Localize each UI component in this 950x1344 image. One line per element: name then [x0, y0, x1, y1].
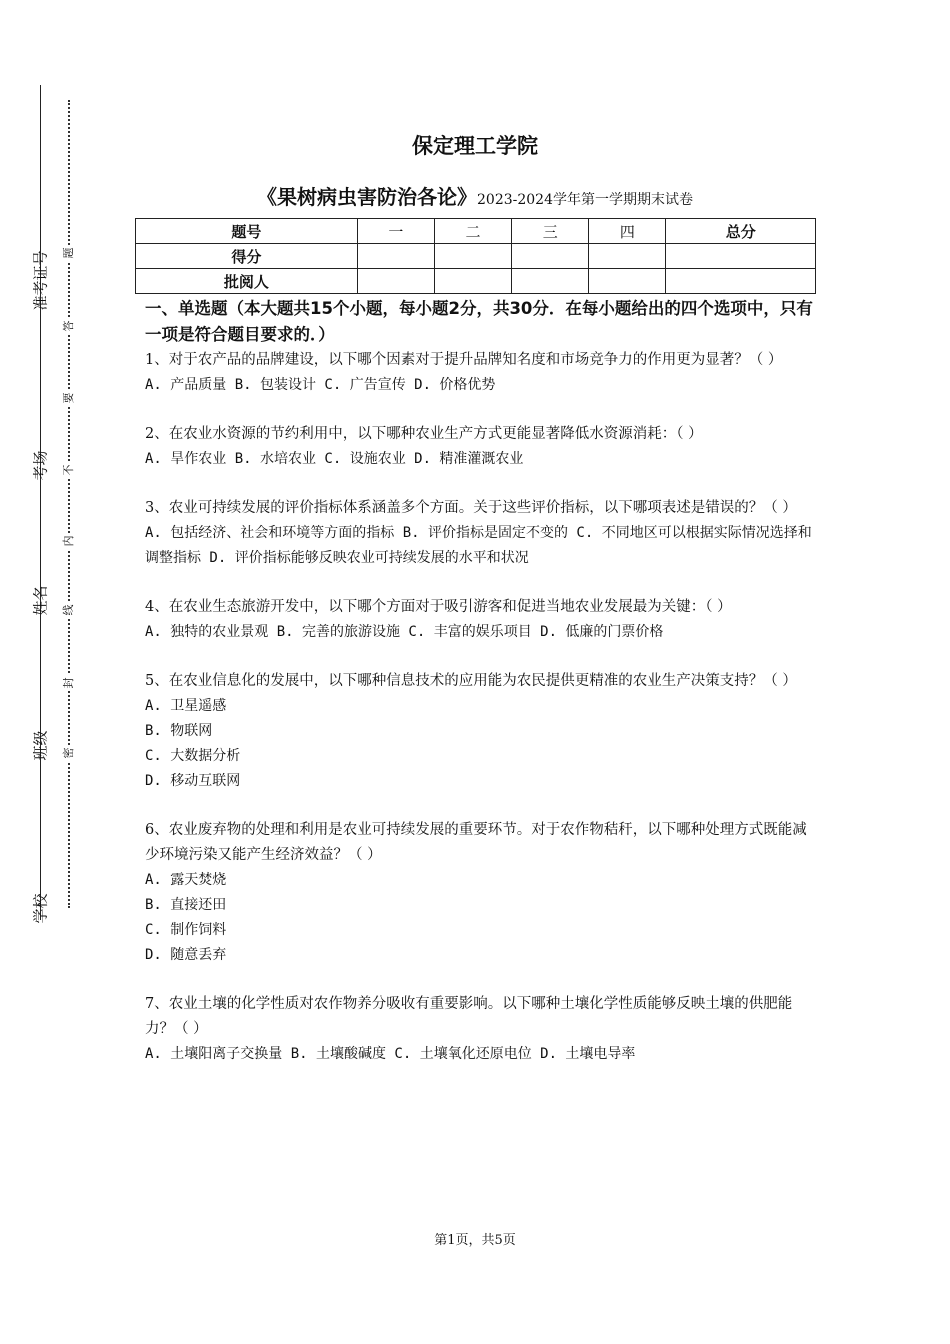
question-options: A. 独特的农业景观 B. 完善的旅游设施 C. 丰富的娱乐项目 D. 低廉的门票价格	[145, 624, 664, 640]
score-cell	[589, 244, 666, 269]
question-stem: 1、对于农产品的品牌建设，以下哪个因素对于提升品牌知名度和市场竞争力的作用更为显著？（ ）	[145, 352, 783, 368]
question-stem: 5、在农业信息化的发展中，以下哪种信息技术的应用能为农民提供更精准的农业生产决策支持？（ ）	[145, 673, 797, 689]
question-stem: 4、在农业生态旅游开发中，以下哪个方面对于吸引游客和促进当地农业发展最为关键：（ ）	[145, 599, 732, 615]
option-b: B. 物联网	[145, 723, 213, 739]
score-table-header-row	[136, 219, 816, 244]
table-header-cell: 题号	[136, 219, 358, 244]
seal-char: 要	[60, 390, 76, 406]
question-options: A. 旱作农业 B. 水培农业 C. 设施农业 D. 精准灌溉农业	[145, 451, 524, 467]
question-7	[145, 992, 813, 1067]
school-title: 保定理工学院	[412, 134, 538, 158]
binding-line	[40, 85, 41, 920]
question-6	[145, 818, 813, 968]
exam-content	[145, 296, 813, 1067]
question-stem: 7、农业土壤的化学性质对农作物养分吸收有重要影响。以下哪种土壤化学性质能够反映土壤的供肥能力？（ ）	[145, 996, 793, 1037]
option-b: B. 直接还田	[145, 897, 227, 913]
page-footer: 第1页，共5页	[434, 1233, 516, 1248]
score-table	[135, 218, 816, 294]
reviewer-row	[136, 269, 816, 294]
table-header-cell: 总分	[666, 219, 816, 244]
question-options: A. 包括经济、社会和环境等方面的指标 B. 评价指标是固定不变的 C. 不同地区可以根据实际情况选择和调整指标 D. 评价指标能够反映农业可持续发展的水平和状况	[145, 525, 812, 566]
question-stem: 3、农业可持续发展的评价指标体系涵盖多个方面。关于这些评价指标，以下哪项表述是错误的？（ ）	[145, 500, 797, 516]
option-d: D. 随意丢弃	[145, 947, 227, 963]
question-1	[145, 348, 813, 398]
seal-char: 题	[60, 245, 76, 261]
row-label: 批阅人	[136, 269, 358, 294]
name-label: 姓名	[31, 585, 50, 616]
school-label: 学校	[31, 893, 50, 924]
row-label: 得分	[136, 244, 358, 269]
question-4	[145, 595, 813, 645]
term-label: 2023-2024学年第一学期期末试卷	[477, 192, 693, 208]
option-d: D. 移动互联网	[145, 773, 241, 789]
reviewer-cell	[589, 269, 666, 294]
exam-id-label: 准考证号	[31, 250, 50, 311]
question-stem: 2、在农业水资源的节约利用中，以下哪种农业生产方式更能显著降低水资源消耗：（ ）	[145, 426, 703, 442]
seal-char: 线	[60, 602, 76, 618]
score-cell	[434, 244, 511, 269]
section-heading: 一、单选题（本大题共15个小题，每小题2分，共30分．在每小题给出的四个选项中，只有一项是符合题目要求的．）	[145, 299, 813, 344]
exam-room-label: 考场	[31, 450, 50, 481]
seal-char: 不	[60, 462, 76, 478]
table-header-cell: 二	[434, 219, 511, 244]
option-a: A. 卫星遥感	[145, 698, 227, 714]
score-cell	[666, 244, 816, 269]
option-c: C. 制作饲料	[145, 922, 227, 938]
reviewer-cell	[666, 269, 816, 294]
question-5	[145, 669, 813, 794]
exam-title	[0, 181, 950, 210]
option-c: C. 大数据分析	[145, 748, 241, 764]
question-3	[145, 496, 813, 571]
score-row	[136, 244, 816, 269]
option-a: A. 露天焚烧	[145, 872, 227, 888]
table-header-cell: 三	[512, 219, 589, 244]
question-stem: 6、农业废弃物的处理和利用是农业可持续发展的重要环节。对于农作物秸秆，以下哪种处理方式既能减少环境污染又能产生经济效益？（ ）	[145, 822, 807, 863]
course-name: 《果树病虫害防治各论》	[257, 185, 477, 209]
seal-char: 密	[60, 745, 76, 761]
table-header-cell: 一	[357, 219, 434, 244]
question-options: A. 产品质量 B. 包装设计 C. 广告宣传 D. 价格优势	[145, 377, 496, 393]
seal-char: 答	[60, 318, 76, 334]
table-header-cell: 四	[589, 219, 666, 244]
question-2	[145, 422, 813, 472]
question-options: A. 土壤阳离子交换量 B. 土壤酸碱度 C. 土壤氧化还原电位 D. 土壤电导率	[145, 1046, 636, 1062]
score-cell	[512, 244, 589, 269]
reviewer-cell	[434, 269, 511, 294]
seal-char: 封	[60, 675, 76, 691]
score-cell	[357, 244, 434, 269]
reviewer-cell	[512, 269, 589, 294]
seal-dotted-line	[68, 100, 70, 908]
class-label: 班级	[31, 730, 50, 761]
seal-char: 内	[60, 533, 76, 549]
reviewer-cell	[357, 269, 434, 294]
